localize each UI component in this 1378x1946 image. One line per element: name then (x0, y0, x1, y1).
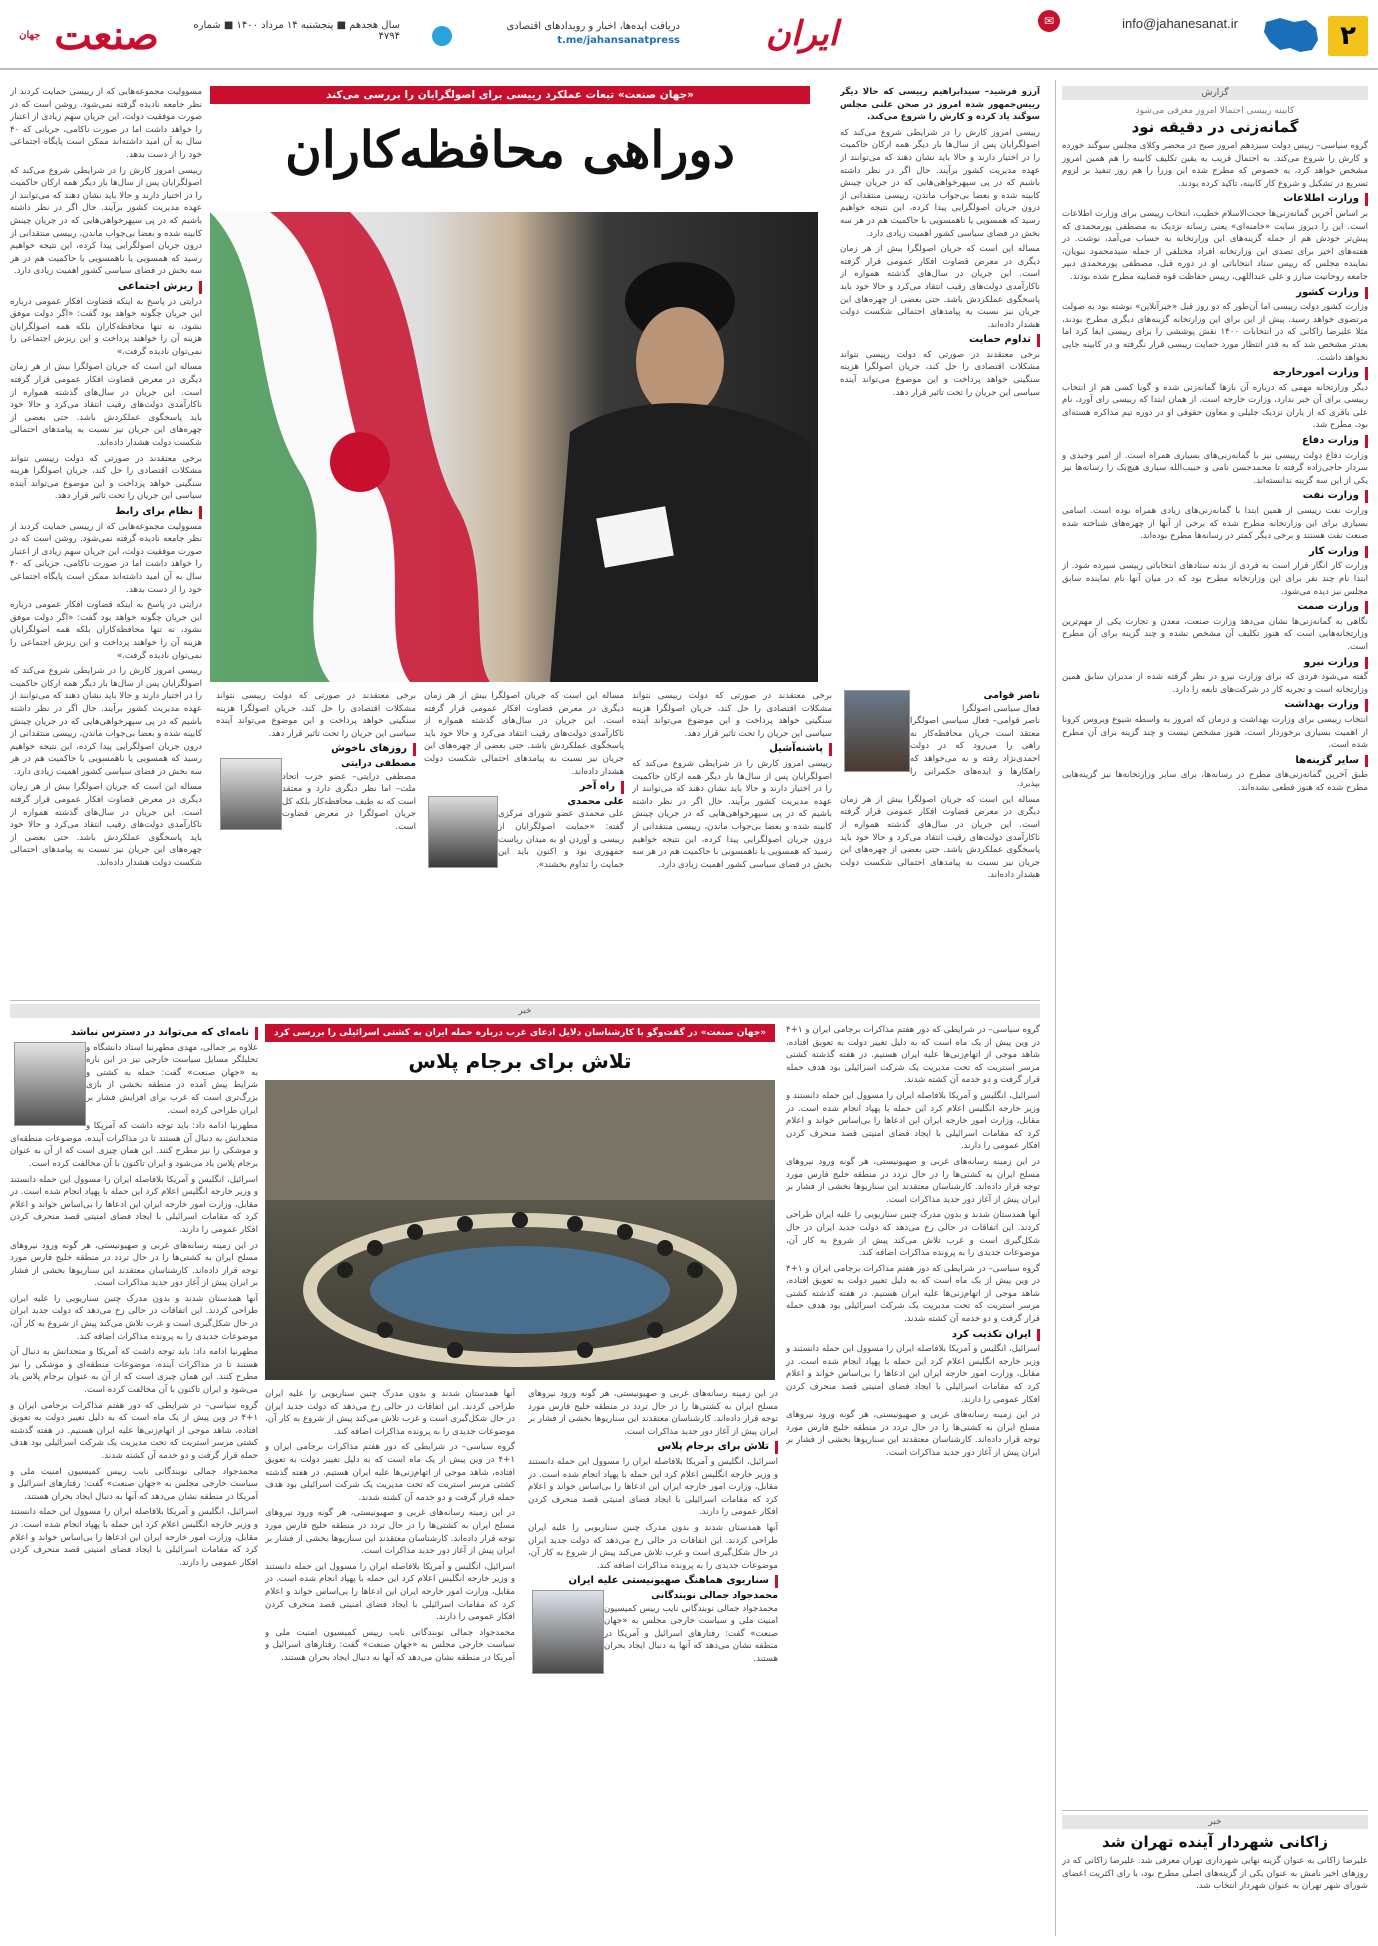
jamali-text: محمدجواد جمالی نوبندگانی نایب رییس کمیسیون امنیت ملی و سیاست خارجی مجلس به «جهان صنعت» گفت: رفتارهای اسرائیل و آمریکا در منطقه نشان می‌دهد که آنها به دنبال ایجاد بحران هستند. (604, 1603, 778, 1664)
un-security-council-photo (265, 1080, 775, 1380)
jcpoa-mid-col-b-text3: در این زمینه رسانه‌های غربی و صهیونیستی، هر گونه ورود نیروهای مسلح ایران به کشتی‌ها را در حال تردد در منطقه خلیج فارس مورد توجه قرار داده‌اند. کارشناسان معتقدند این سناریوها بخشی از فشار بر ایران پیش از آغاز دور جدید مذاکرات است. (265, 1508, 515, 1557)
section-text: طبق آخرین گمانه‌زنی‌های مطرح در رسانه‌ها، برای سایر وزارتخانه‌ها نیز گزینه‌هایی مطرح شده که هنوز قطعی نشده‌اند. (1062, 770, 1368, 793)
main-story (10, 80, 1040, 995)
telegram-icon (432, 26, 452, 46)
sub-heading: راه آخر (424, 781, 624, 794)
jcpoa-col-right: اسرائیل، انگلیس و آمریکا بلافاصله ایران را مسوول این حمله دانستند و وزیر خارجه انگلیس اعلام کرد این حمله با پهپاد انجام شده است. در مقابل، وزارت امور خارجه ایران این ادعاها را بی‌اساس خواند و اعلام کرد که مقامات اسرائیلی با ایجاد فضای امنیتی قصد منحرف کردن افکار عمومی را دارند. (786, 1090, 1040, 1152)
jcpoa-title: تلاش برای برجام پلاس (408, 1049, 632, 1073)
section-heading: وزارت کار (1062, 546, 1368, 559)
section-heading: وزارت نیرو (1062, 657, 1368, 670)
sub-heading: ایران تکذیب کرد (786, 1329, 1040, 1342)
report-section (1062, 657, 1368, 697)
report-section (1062, 287, 1368, 365)
report-section (1062, 601, 1368, 653)
horizontal-divider (10, 1000, 1040, 1001)
jcpoa-mid-col-b-text4: اسرائیل، انگلیس و آمریکا بلافاصله ایران را مسوول این حمله دانستند و وزیر خارجه انگلیس اعلام کرد این حمله با پهپاد انجام شده است. در مقابل، وزارت امور خارجه ایران این ادعاها را بی‌اساس خواند و اعلام کرد که مقامات اسرائیلی با ایجاد فضای امنیتی قصد منحرف کردن افکار عمومی را دارند. (265, 1561, 515, 1623)
report-section (1062, 546, 1368, 598)
interviewee-name: ناصر قوامی (983, 690, 1040, 701)
far-left-text2: درایتی در پاسخ به اینکه قضاوت افکار عمومی درباره این جریان چگونه خواهد بود گفت: «اگر دولت موفق نشود، نه تنها محافظه‌کاران بلکه همه اصولگرایان هزینه آن را خواهند پرداخت و این ریزش اجتماعی را نمی‌توان نادیده گرفت.» (10, 296, 202, 357)
section-text: گفته می‌شود فردی که برای وزارت نیرو در نظر گرفته شده از مدیران سابق همین وزارتخانه است و تجربه کار در شرکت‌های تابعه را دارد. (1062, 672, 1368, 695)
main-story-col-b-text: برخی معتقدند در صورتی که دولت رییسی نتواند مشکلات اقتصادی را حل کند، جریان اصولگرا هزینه سنگینی خواهد پرداخت و این موضوع می‌تواند آینده سیاسی این جریان را تحت تاثیر قرار دهد. (632, 691, 832, 739)
masthead (0, 0, 1378, 70)
jcpoa-mid-col-a-text2: اسرائیل، انگلیس و آمریکا بلافاصله ایران را مسوول این حمله دانستند و وزیر خارجه انگلیس اعلام کرد این حمله با پهپاد انجام شده است. در مقابل، وزارت امور خارجه ایران این ادعاها را بی‌اساس خواند و اعلام کرد که مقامات اسرائیلی با ایجاد فضای امنیتی قصد منحرف کردن افکار عمومی را دارند. (528, 1456, 778, 1518)
main-story-red-bar: «جهان صنعت» تبعات عملکرد رییسی برای اصولگرایان را بررسی می‌کند (210, 86, 810, 104)
report-section (1062, 367, 1368, 432)
jcpoa-lead-column (786, 1024, 1040, 1924)
far-left-text-f: رییسی امروز کارش را در شرایطی شروع می‌کند که اصولگرایان پس از سال‌ها بار دیگر همه ارکان حاکمیت را در اختیار دارند و حالا باید نشان دهند که می‌توانند از عهده مدیریت کشور برآیند. حال اگر در نظر داشته باشیم که در پی سپهرخواهی‌هایی که در جریان چینش کابینه شده و بعضا بی‌جواب ماندن، رییسی منتقدانی از درون جریان اصولگرایی پیدا کرده، این نتیجه خواهیم رسید که همسویی یا ناهمسویی با حاکمیت هم در هر سه بخش در فضای سیاسی کشور اهمیت زیادی دارد. (10, 666, 202, 777)
report-section (1062, 435, 1368, 487)
interviewee-headline: نامه‌ای که می‌تواند در دسترس نباشد (10, 1027, 258, 1040)
issue-info: سال هجدهم ■ پنجشنبه ۱۴ مرداد ۱۴۰۰ ■ شماره ۴۷۹۴ (193, 20, 400, 42)
section-text: انتخاب رییسی برای وزارت بهداشت و درمان که امروز به واسطه شیوع ویروس کرونا از اهمیت بسیاری برخوردار است، هنوز مشخص نیست و چند گزینه برای آن مطرح شده است. (1062, 714, 1368, 751)
sub-heading: پاشنه‌آشیل (632, 743, 832, 756)
report-kicker: کابینه رییسی احتمالا امروز معرفی می‌شود (1135, 106, 1295, 116)
flag-illustration (210, 212, 818, 682)
main-story-col-b (632, 690, 832, 990)
jcpoa-far-left-column (10, 1024, 258, 1928)
jcpoa-label: خبر (10, 1004, 1040, 1018)
jcpoa-lead-repeat: گروه سیاسی– در شرایطی که دور هفتم مذاکرات برجامی ایران و ۱+۴ در وین پیش از یک ماه است که به دلیل تغییر دولت به تعویق افتاده، شاهد موجی از اتهام‌زنی‌ها علیه ایران هستیم. در هفته گذشته کشتی مرسر استریت که تحت مدیریت یک شرکت اسرائیلی بود هدف حمله قرار گرفت و دو خدمه آن کشته شدند. (786, 1263, 1040, 1325)
jcpoa-mid-col-a-text: در این زمینه رسانه‌های غربی و صهیونیستی، هر گونه ورود نیروهای مسلح ایران به کشتی‌ها را در حال تردد در منطقه خلیج فارس مورد توجه قرار داده‌اند. کارشناسان معتقدند این سناریوها بخشی از فشار بر ایران پیش از آغاز دور جدید مذاکرات است. (528, 1389, 778, 1437)
logo-main: صنعت (54, 12, 159, 59)
jcpoa-col-right-repeat: اسرائیل، انگلیس و آمریکا بلافاصله ایران را مسوول این حمله دانستند و وزیر خارجه انگلیس اعلام کرد این حمله با پهپاد انجام شده است. در مقابل، وزارت امور خارجه ایران این ادعاها را بی‌اساس خواند و اعلام کرد که مقامات اسرائیلی با ایجاد فضای امنیتی قصد منحرف کردن افکار عمومی را دارند. (786, 1344, 1040, 1405)
section-text: وزارت نفت رییسی از همین ابتدا با گمانه‌زنی‌های زیادی همراه بوده است. اسامی بسیاری برای این وزارتخانه مطرح شده که برخی از آنها از چهره‌های شناخته شده صنعت نفت هستند و برخی دیگر کمتر در رسانه‌ها مطرح بوده‌اند. (1062, 506, 1368, 542)
section-heading: وزارت دفاع (1062, 435, 1368, 448)
jcpoa-mid-col-a (528, 1388, 778, 1928)
report-column (1062, 86, 1368, 1844)
jcpoa-mid-col-b-text5: محمدجواد جمالی نوبندگانی نایب رییس کمیسیون امنیت ملی و سیاست خارجی مجلس به «جهان صنعت» گفت: رفتارهای اسرائیل و آمریکا در منطقه نشان می‌دهد که آنها به دنبال ایجاد بحران هستند. (265, 1627, 515, 1663)
far-left-jcpoa-text8: اسرائیل، انگلیس و آمریکا بلافاصله ایران را مسوول این حمله دانستند و وزیر خارجه انگلیس اعلام کرد این حمله با پهپاد انجام شده است. در مقابل، وزارت امور خارجه ایران این ادعاها را بی‌اساس خواند و اعلام کرد که مقامات اسرائیلی با ایجاد فضای امنیتی قصد منحرف کردن افکار عمومی را دارند. (10, 1507, 258, 1568)
interviewee-name: علی محمدی (567, 795, 624, 807)
section-heading: سایر گزینه‌ها (1062, 755, 1368, 768)
jcpoa-mid-col-b-text: آنها همدستان شدند و بدون مدرک چنین سناریویی را علیه ایران طراحی کردند. این اتفاقات در حالی رخ می‌دهد که دولت جدید ایران در حال شکل‌گیری است و غرب تلاش می‌کند پیش از شروع به کار آن، موضوعات جدیدی را به پرونده مذاکرات اضافه کند. (265, 1389, 515, 1437)
report-section (1062, 193, 1368, 283)
main-story-far-left-column (10, 86, 202, 990)
telegram-info (450, 20, 680, 48)
bottom-news-box (1062, 1810, 1368, 1936)
far-left-text: مسوولیت مجموعه‌هایی که از رییسی حمایت کردند از نظر جامعه نادیده گرفته نمی‌شود. روشن است که در صورت موفقیت دولت، این جریان سهم زیادی از اعتبار را خواهد داشت اما در صورت ناکامی، جریانی که ۴۰ سال به آن امید داشته‌اند ممکن است پایگاه اجتماعی خود را از دست بدهد. (10, 87, 202, 160)
iran-map-icon (1260, 14, 1322, 56)
far-left-jcpoa-text6: گروه سیاسی– در شرایطی که دور هفتم مذاکرات برجامی ایران و ۱+۴ در وین پیش از یک ماه است که به دلیل تغییر دولت به تعویق افتاده، شاهد موجی از اتهام‌زنی‌ها علیه ایران هستیم. در هفته گذشته کشتی مرسر استریت که تحت مدیریت یک شرکت اسرائیلی بود هدف حمله قرار گرفت و دو خدمه آن کشته شدند. (10, 1400, 258, 1461)
far-left-text-c: برخی معتقدند در صورتی که دولت رییسی نتواند مشکلات اقتصادی را حل کند، جریان اصولگرا هزینه سنگینی خواهد پرداخت و این موضوع می‌تواند آینده سیاسی این جریان را تحت تاثیر قرار دهد. (10, 453, 202, 502)
mail-icon: ✉ (1038, 10, 1060, 32)
jcpoa-mid-col-b-text2: گروه سیاسی– در شرایطی که دور هفتم مذاکرات برجامی ایران و ۱+۴ در وین پیش از یک ماه است که به دلیل تغییر دولت به تعویق افتاده، شاهد موجی از اتهام‌زنی‌ها علیه ایران هستیم. در هفته گذشته کشتی مرسر استریت که تحت مدیریت یک شرکت اسرائیلی بود هدف حمله قرار گرفت و دو خدمه آن کشته شدند. (265, 1442, 515, 1503)
main-story-col-d-text: برخی معتقدند در صورتی که دولت رییسی نتواند مشکلات اقتصادی را حل کند، جریان اصولگرا هزینه سنگینی خواهد پرداخت و این موضوع می‌تواند آینده سیاسی این جریان را تحت تاثیر قرار دهد. (216, 691, 416, 739)
report-section (1062, 755, 1368, 795)
jamali-name: محمدجواد جمالی نوبندگانی (651, 1589, 778, 1601)
sub-heading: تداوم حمایت (840, 334, 1040, 347)
bottom-news-title: زاکانی شهردار آینده تهران شد (1102, 1833, 1328, 1851)
section-title: ایران (765, 14, 838, 54)
bottom-news-text: علیرضا زاکانی به عنوان گزینه نهایی شهرداری تهران معرفی شد. علیرضا زاکانی که در روزهای اخیر نامش به عنوان یکی از گزینه‌های اصلی مطرح بود، با رای اکثریت اعضای شورای شهر تهران به عنوان شهردار انتخاب شد. (1062, 1856, 1368, 1892)
interviewee-portrait-qavami (844, 690, 910, 772)
section-text: نگاهی به گمانه‌زنی‌ها نشان می‌دهد وزارت صنعت، معدن و تجارت یکی از مهم‌ترین وزارتخانه‌هایی است که هنوز تکلیف آن مشخص نشده و چند گزینه برای آن مطرح است. (1062, 616, 1368, 652)
main-story-lead: رییسی امروز کارش را در شرایطی شروع می‌کند که اصولگرایان پس از سال‌ها بار دیگر همه ارکان حاکمیت را در اختیار دارند و حالا باید نشان دهند که می‌توانند از عهده مدیریت کشور برآیند. حال اگر در نظر داشته باشیم که در پی سپهرخواهی‌هایی که در جریان چینش کابینه شده و بعضا بی‌جواب ماندن، رییسی منتقدانی از درون جریان اصولگرایی پیدا کرده، این نتیجه خواهیم رسید که همسویی یا ناهمسویی با حاکمیت هم در هر سه بخش در فضای سیاسی کشور اهمیت زیادی دارد. (840, 127, 1040, 239)
interviewee-text: مصطفی درایتی– عضو حزب اتحاد ملت– اما نظر دیگری دارد و معتقد است که نه طیف محافظه‌کار بلکه کل جریان اصولگرا در معرض قضاوت است. (282, 771, 416, 832)
interviewee-name: مصطفی درایتی (341, 757, 416, 769)
jcpoa-red-bar: «جهان صنعت» در گفت‌وگو با کارشناسان دلایل ادعای غرب درباره حمله ایران به کشتی اسرائیلی را بررسی کرد (265, 1024, 775, 1042)
column-divider (1055, 80, 1056, 1936)
jcpoa-mid-col-b (265, 1388, 515, 1928)
far-left-jcpoa-text7: محمدجواد جمالی نوبندگانی نایب رییس کمیسیون امنیت ملی و سیاست خارجی مجلس به «جهان صنعت» گفت: رفتارهای اسرائیل و آمریکا در منطقه نشان می‌دهد که آنها به دنبال ایجاد بحران هستند. (10, 1466, 258, 1502)
far-left-text-a: رییسی امروز کارش را در شرایطی شروع می‌کند که اصولگرایان پس از سال‌ها بار دیگر همه ارکان حاکمیت را در اختیار دارند و حالا باید نشان دهند که می‌توانند از عهده مدیریت کشور برآیند. حال اگر در نظر داشته باشیم که در پی سپهرخواهی‌هایی که در جریان چینش کابینه شده و بعضا بی‌جواب ماندن، رییسی منتقدانی از درون جریان اصولگرایی پیدا کرده، این نتیجه خواهیم رسید که همسویی یا ناهمسویی با حاکمیت هم در هر سه بخش در فضای سیاسی کشور اهمیت زیادی دارد. (10, 165, 202, 277)
section-heading: وزارت اطلاعات (1062, 193, 1368, 206)
interviewee-portrait-jamali (532, 1590, 604, 1674)
interviewee-text: ناصر قوامی– فعال سیاسی اصولگرا معتقد است جریان محافظه‌کار نه راهی را می‌رود که در دولت احمدی‌نژاد رفته و نه می‌خواهد که راهکارها و ایده‌های حکمرانی را بپذیرد. (910, 716, 1040, 790)
far-left-jcpoa-text4: آنها همدستان شدند و بدون مدرک چنین سناریویی را علیه ایران طراحی کردند. این اتفاقات در حالی رخ می‌دهد که دولت جدید ایران در حال شکل‌گیری است و غرب تلاش می‌کند پیش از شروع به کار آن، موضوعات جدیدی را به پرونده مذاکرات اضافه کند. (10, 1293, 258, 1342)
main-story-lead-column (840, 86, 1040, 682)
main-story-col-a-text: مساله این است که جریان اصولگرا بیش از هر زمان دیگری در معرض قضاوت افکار عمومی قرار گرفته است. این جریان در سال‌های گذشته همواره از ناکارآمدی دولت‌های رقیب انتقاد می‌کرد و حالا خود باید پاسخگوی عملکردش باشد. حتی بعضی از چهره‌های این جریان نیز نسبت به پیامدهای احتمالی شکست دولت هشدار داده‌اند. (840, 794, 1040, 881)
section-heading: وزارت بهداشت (1062, 699, 1368, 712)
council-illustration (265, 1080, 775, 1380)
jcpoa-col-mid2: آنها همدستان شدند و بدون مدرک چنین سناریویی را علیه ایران طراحی کردند. این اتفاقات در حالی رخ می‌دهد که دولت جدید ایران در حال شکل‌گیری است و غرب تلاش می‌کند پیش از شروع به کار آن، موضوعات جدیدی را به پرونده مذاکرات اضافه کند. (786, 1210, 1040, 1259)
far-left-text-d: مسوولیت مجموعه‌هایی که از رییسی حمایت کردند از نظر جامعه نادیده گرفته نمی‌شود. روشن است که در صورت موفقیت دولت، این جریان سهم زیادی از اعتبار را خواهد داشت اما در صورت ناکامی، جریانی که ۴۰ سال به آن امید داشته‌اند ممکن است پایگاه اجتماعی خود را از دست بدهد. (10, 521, 202, 595)
email-address[interactable]: info@jahanesanat.ir (1122, 16, 1238, 31)
far-left-jcpoa-text: مطهرنیا ادامه داد: باید توجه داشت که آمریکا و متحدانش به دنبال آن هستند تا در مذاکرات آینده، موضوعات منطقه‌ای و موشکی را نیز مطرح کنند. این همان چیزی است که از آن به عنوان برجام پلاس یاد می‌شود و ایران تاکنون با آن مخالفت کرده است. (10, 1121, 258, 1169)
main-story-col-a (840, 690, 1040, 990)
far-left-text-e: درایتی در پاسخ به اینکه قضاوت افکار عمومی درباره این جریان چگونه خواهد بود گفت: «اگر دولت موفق نشود، نه تنها محافظه‌کاران بلکه همه اصولگرایان هزینه آن را خواهند پرداخت و این ریزش اجتماعی را نمی‌توان نادیده گرفت.» (10, 600, 202, 661)
main-story-byline: آرزو فرشید– سیدابراهیم رییسی که حالا دیگر رییس‌جمهور شده امروز در صحن علنی مجلس سوگند یاد کرده و کارش را شروع می‌کند. (840, 87, 1040, 123)
section-text: وزارت دفاع دولت رییسی نیز با گمانه‌زنی‌های بسیاری همراه است. از امیر وحیدی و سردار حاجی‌زاده گرفته تا محمدحسن نامی و حبیب‌الله سیاری هیچ‌یک را رسانه‌ها نیز یکی از این سه گزینه ندانسته‌اند. (1062, 450, 1368, 486)
page-number: ۲ (1328, 16, 1368, 56)
sub-heading: تلاش برای برجام پلاس (528, 1441, 778, 1454)
main-story-col-c-text: مساله این است که جریان اصولگرا بیش از هر زمان دیگری در معرض قضاوت افکار عمومی قرار گرفته است. این جریان در سال‌های گذشته همواره از ناکارآمدی دولت‌های رقیب انتقاد می‌کرد و حالا خود باید پاسخگوی عملکردش باشد. حتی بعضی از چهره‌های این جریان نیز نسبت به پیامدهای احتمالی شکست دولت هشدار داده‌اند. (424, 691, 624, 777)
report-label: گزارش (1062, 86, 1368, 100)
far-left-jcpoa-text2: اسرائیل، انگلیس و آمریکا بلافاصله ایران را مسوول این حمله دانستند و وزیر خارجه انگلیس اعلام کرد این حمله با پهپاد انجام شده است. در مقابل، وزارت امور خارجه ایران این ادعاها را بی‌اساس خواند و اعلام کرد که مقامات اسرائیلی با ایجاد فضای امنیتی قصد منحرف کردن افکار عمومی را دارند. (10, 1174, 258, 1235)
main-story-title: دوراهی محافظه‌کاران (285, 120, 735, 179)
jcpoa-lead: گروه سیاسی– در شرایطی که دور هفتم مذاکرات برجامی ایران و ۱+۴ در وین پیش از یک ماه است که به دلیل تغییر دولت به تعویق افتاده، شاهد موجی از اتهام‌زنی‌ها علیه ایران هستیم. در هفته گذشته کشتی مرسر استریت که تحت مدیریت یک شرکت اسرائیلی بود هدف حمله قرار گرفت و دو خدمه آن کشته شدند. (786, 1025, 1040, 1086)
main-photo (210, 212, 818, 682)
far-left-jcpoa-text3: در این زمینه رسانه‌های غربی و صهیونیستی، هر گونه ورود نیروهای مسلح ایران به کشتی‌ها را در حال تردد در منطقه خلیج فارس مورد توجه قرار داده‌اند. کارشناسان معتقدند این سناریوها بخشی از فشار بر ایران پیش از آغاز دور جدید مذاکرات است. (10, 1240, 258, 1289)
report-lead: گروه سیاسی– رییس دولت سیزدهم امروز صبح در محضر وکلای مجلس سوگند خورده و کارش را شروع می‌کند. به احتمال قریب به یقین تکلیف کابینه را هم همین امروز مشخص خواهد کرد، به خصوص که مطرح شده این وزرا را هم روز تنفیذ بر لزوم تسریع در تشکیل و شروع کار کابینه، تاکید کرده بودند. (1062, 141, 1368, 189)
interviewee-portrait-derayati (220, 758, 282, 830)
section-text: دیگر وزارتخانه مهمی که درباره آن بارها گمانه‌زنی شده و گویا کسی هم از انتخاب رییسی برای آن خبر ندارد، وزارت خارجه است. از همان ابتدا که رییسی رای آورد، نام علی باقری که از یاران نزدیک جلیلی و معاون حقوقی او در دوره تیم مذاکره هسته‌ای بود، مطرح شد. (1062, 382, 1368, 431)
motaharnia-text: علاوه بر جمالی، مهدی مطهرنیا استاد دانشگاه و تحلیلگر مسایل سیاست خارجی نیز در این باره به «جهان صنعت» گفت: حمله به کشتی و شرایط پیش آمده در منطقه بخشی از بازی بزرگ‌تری است که غرب برای افزایش فشار بر ایران طراحی کرده است. (86, 1042, 258, 1116)
newspaper-logo (14, 10, 164, 62)
telegram-text: دریافت ایده‌ها، اخبار و رویدادهای اقتصادی (506, 21, 680, 32)
section-heading: وزارت صمت (1062, 601, 1368, 614)
far-left-text-b: مساله این است که جریان اصولگرا بیش از هر زمان دیگری در معرض قضاوت افکار عمومی قرار گرفته است. این جریان در سال‌های گذشته همواره از ناکارآمدی دولت‌های رقیب انتقاد می‌کرد و حالا خود باید پاسخگوی عملکردش باشد. حتی بعضی از چهره‌های این جریان نیز نسبت به پیامدهای احتمالی شکست دولت هشدار داده‌اند. (10, 362, 202, 449)
jcpoa-mid-col-a-text3: آنها همدستان شدند و بدون مدرک چنین سناریویی را علیه ایران طراحی کردند. این اتفاقات در حالی رخ می‌دهد که دولت جدید ایران در حال شکل‌گیری است و غرب تلاش می‌کند پیش از شروع به کار آن، موضوعات جدیدی را به پرونده مذاکرات اضافه کند. (528, 1522, 778, 1571)
main-story-col-c (424, 690, 624, 990)
sub-heading: نظام برای رابط (10, 506, 202, 519)
report-section (1062, 699, 1368, 751)
interviewee-portrait-mohammadi (428, 796, 498, 868)
main-story-col-d (216, 690, 416, 990)
telegram-handle[interactable]: t.me/jahansanatpress (557, 35, 680, 46)
report-title: گمانه‌زنی در دقیقه نود (1131, 118, 1299, 136)
section-text: وزارت کار انگار قرار است به فردی از بدنه ستادهای انتخاباتی رییسی سپرده شود. از ابتدا نام چند نفر برای این وزارتخانه مطرح بود که در میان آنها نام نماینده سابق مجلس نیز دیده می‌شود. (1062, 561, 1368, 597)
main-story-lead-cont: مساله این است که جریان اصولگرا بیش از هر زمان دیگری در معرض قضاوت افکار عمومی قرار گرفته است. این جریان در سال‌های گذشته همواره از ناکارآمدی دولت‌های رقیب انتقاد می‌کرد و حالا خود باید پاسخگوی عملکردش باشد. حتی بعضی از چهره‌های این جریان نیز نسبت به پیامدهای احتمالی شکست دولت هشدار داده‌اند. (840, 244, 1040, 330)
sub-heading: ریزش اجتماعی (10, 281, 202, 294)
section-text: وزارت کشور دولت رییسی اما آن‌طور که دو روز قبل «خبرآنلاین» نوشته بود به صولت مرتضوی خواهد رسید. پیش از این برای این وزارتخانه گزینه‌های دیگری مطرح بودند، مثلا علیرضا زاکانی که در انتخابات ۱۴۰۰ نقش پوششی را برای رییسی ایفا کرد اما بعدتر مشخص شد که به قدر انتظار مورد حمایت رییسی قرار نگرفته و در کابینه جایی نخواهد داشت. (1062, 302, 1368, 363)
jcpoa-col-mid-repeat: در این زمینه رسانه‌های غربی و صهیونیستی، هر گونه ورود نیروهای مسلح ایران به کشتی‌ها را در حال تردد در منطقه خلیج فارس مورد توجه قرار داده‌اند. کارشناسان معتقدند این سناریوها بخشی از فشار بر ایران پیش از آغاز دور جدید مذاکرات است. (786, 1410, 1040, 1458)
main-story-col-b-text2: رییسی امروز کارش را در شرایطی شروع می‌کند که اصولگرایان پس از سال‌ها بار دیگر همه ارکان حاکمیت را در اختیار دارند و حالا باید نشان دهند که می‌توانند از عهده مدیریت کشور برآیند. حال اگر در نظر داشته باشیم که در پی سپهرخواهی‌هایی که در جریان چینش کابینه شده و بعضا بی‌جواب ماندن، رییسی منتقدانی از درون جریان اصولگرایی پیدا کرده، این نتیجه خواهیم رسید که همسویی یا ناهمسویی با حاکمیت هم در هر سه بخش در فضای سیاسی کشور اهمیت زیادی دارد. (632, 758, 832, 870)
section-heading: وزارت کشور (1062, 287, 1368, 300)
report-body (1062, 140, 1368, 1840)
jcpoa-col-mid: در این زمینه رسانه‌های غربی و صهیونیستی، هر گونه ورود نیروهای مسلح ایران به کشتی‌ها را در حال تردد در منطقه خلیج فارس مورد توجه قرار داده‌اند. کارشناسان معتقدند این سناریوها بخشی از فشار بر ایران پیش از آغاز دور جدید مذاکرات است. (786, 1156, 1040, 1205)
bottom-news-label: خبر (1062, 1815, 1368, 1829)
main-story-col3: برخی معتقدند در صورتی که دولت رییسی نتواند مشکلات اقتصادی را حل کند، جریان اصولگرا هزینه سنگینی خواهد پرداخت و این موضوع می‌تواند آینده سیاسی این جریان را تحت تاثیر قرار دهد. (840, 349, 1040, 398)
section-heading: وزارت امورخارجه (1062, 367, 1368, 380)
jcpoa-story (10, 1004, 1040, 1936)
interviewee-role: فعال سیاسی اصولگرا (962, 703, 1040, 714)
section-text: بر اساس آخرین گمانه‌زنی‌ها حجت‌الاسلام خطیب، انتخاب رییسی برای وزارت اطلاعات است. این را دیروز سایت «خامنه‌ای» یعنی رسانه نزدیک به مصطفی پورمحمدی که پیش‌تر خودش هم از جمله گزینه‌های این وزارتخانه به حساب می‌آمد، نوشت. در هفته‌های اخیر برای تصدی این وزارتخانه افراد مختلفی از جمله سیدمحمود نبویان، نماینده مجلس که رییس ستاد انتخاباتی او در دوره قبل، مصطفی پورمحمدی دبیر جامعه روحانیت مبارز و علی عبداللهی، رییس حفاظت قوه قضاییه مطرح شده بودند. (1062, 208, 1368, 282)
section-heading: وزارت نفت (1062, 490, 1368, 503)
report-section (1062, 490, 1368, 542)
logo-small: جهان (19, 30, 41, 41)
interviewee-text: علی محمدی عضو شورای مرکزی گفته: «حمایت اصولگرایان از رییسی و آوردن او به میدان ریاست جمهوری بود و اکنون باید این حمایت را تداوم بخشند». (498, 809, 624, 870)
far-left-text-g: مساله این است که جریان اصولگرا بیش از هر زمان دیگری در معرض قضاوت افکار عمومی قرار گرفته است. این جریان در سال‌های گذشته همواره از ناکارآمدی دولت‌های رقیب انتقاد می‌کرد و حالا خود باید پاسخگوی عملکردش باشد. حتی بعضی از چهره‌های این جریان نیز نسبت به پیامدهای احتمالی شکست دولت هشدار داده‌اند. (10, 782, 202, 869)
far-left-jcpoa-text5: مطهرنیا ادامه داد: باید توجه داشت که آمریکا و متحدانش به دنبال آن هستند تا در مذاکرات آینده، موضوعات منطقه‌ای و موشکی را نیز مطرح کنند. این همان چیزی است که از آن به عنوان برجام پلاس یاد می‌شود و ایران تاکنون با آن مخالفت کرده است. (10, 1347, 258, 1396)
sub-heading: روزهای ناخوش (216, 743, 416, 756)
interviewee-portrait-motaharnia (14, 1042, 86, 1126)
sub-heading: سناریوی هماهنگ صهیونیستی علیه ایران (528, 1575, 778, 1588)
